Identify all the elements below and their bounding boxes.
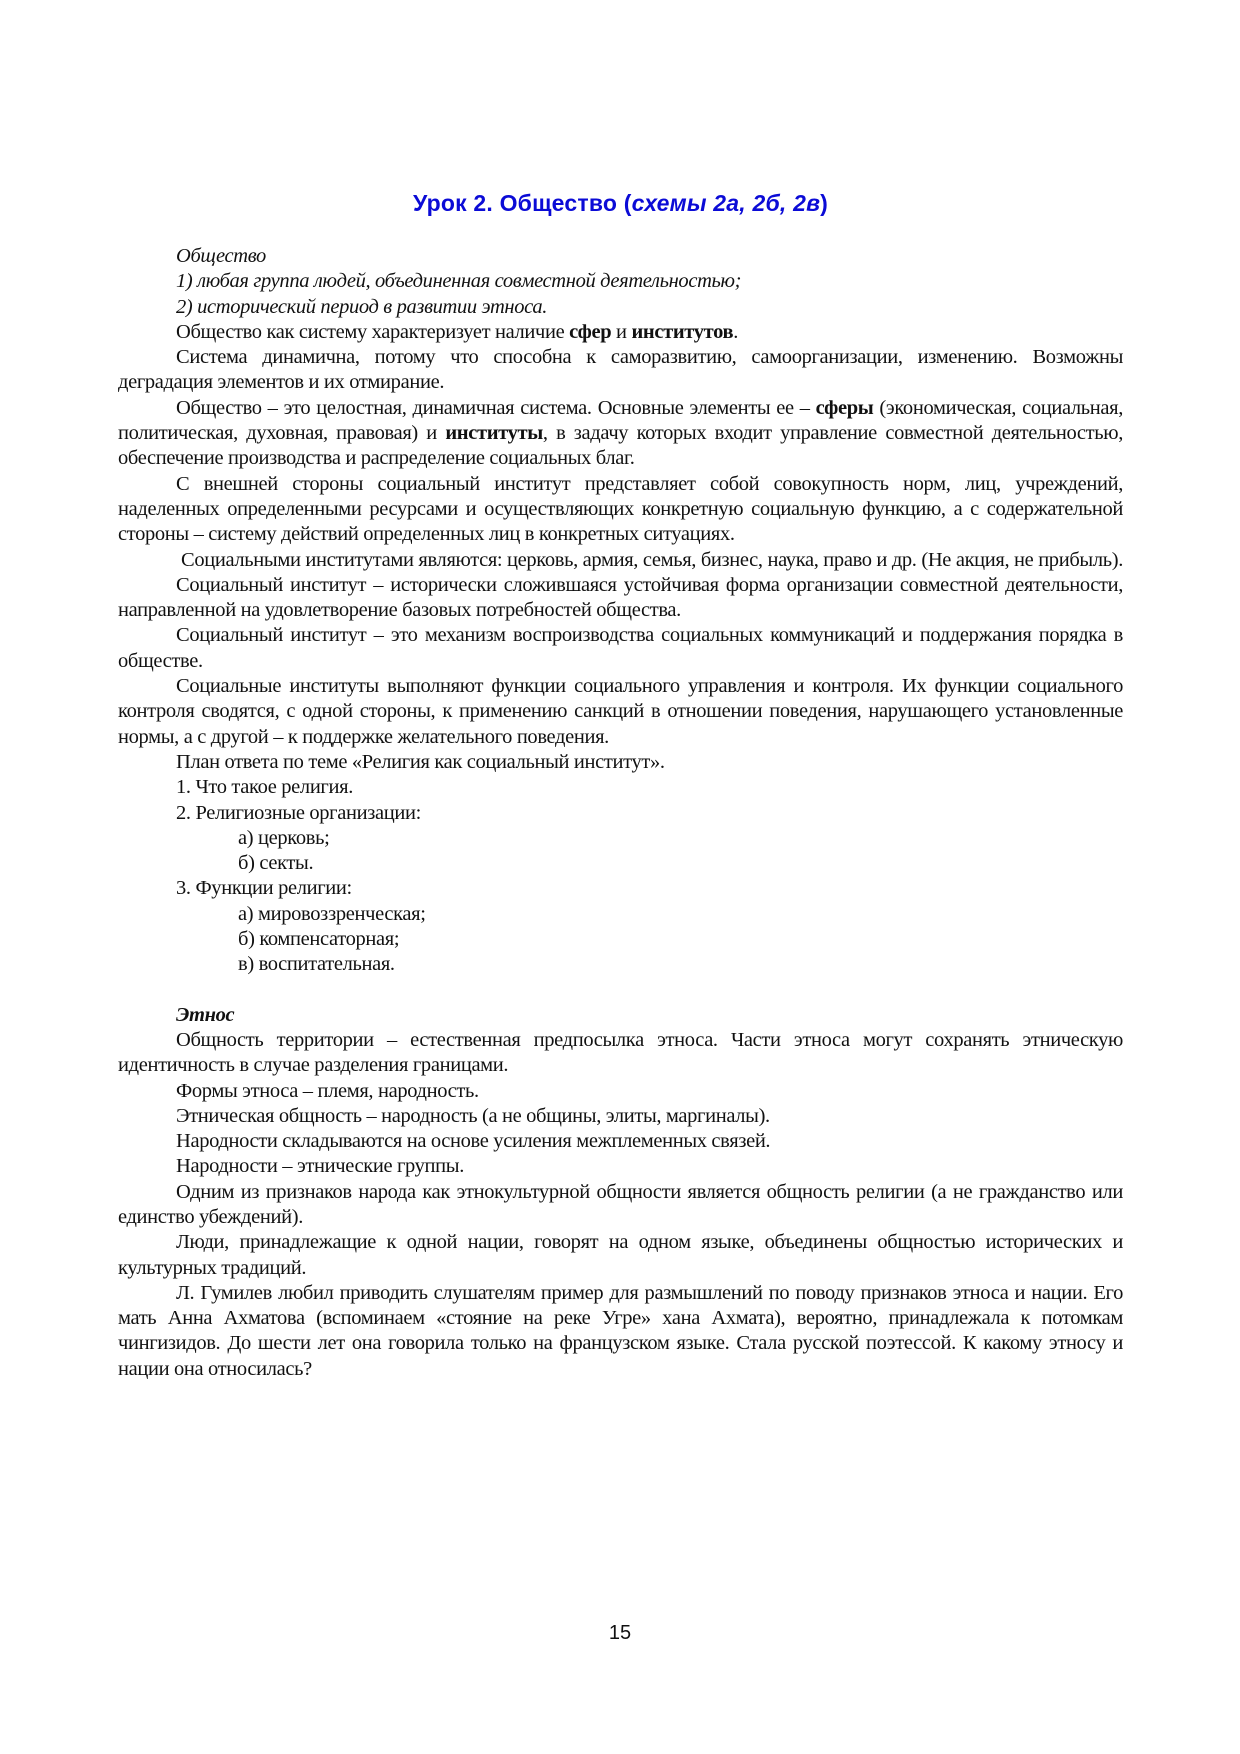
text-run: и	[611, 320, 632, 343]
plan-item: 3. Функции религии:	[176, 877, 352, 900]
paragraph-religion: Одним из признаков народа как этнокультурной общности является общность религии (а не гражданство или единство убеждений).	[118, 1180, 1123, 1228]
paragraph-institute-functions: Социальные институты выполняют функции социального управления и контроля. Их функции социального контроля сводятся, с одной стороны, к применению санкций в отношении поведения, нарушающего установленные нормы, а с другой – к поддержке желательного поведения.	[118, 675, 1123, 748]
bold-term-institutes: институты	[445, 422, 543, 445]
bold-term-spheres: сферы	[815, 396, 874, 419]
paragraph-nation: Люди, принадлежащие к одной нации, говорят на одном языке, объединены общностью исторических и культурных традиций.	[118, 1231, 1123, 1279]
plan-title: План ответа по теме «Религия как социальный институт».	[176, 750, 665, 773]
lesson-title-text: Урок 2. Общество (	[412, 190, 632, 216]
bold-term-institutes: институтов	[631, 320, 734, 343]
page-number: 15	[608, 1622, 632, 1644]
text-run: .	[733, 320, 738, 343]
document-body	[118, 244, 1123, 1382]
paragraph-territory: Общность территории – естественная предпосылка этноса. Части этноса могут сохранять этническую идентичность в случае разделения границами.	[118, 1028, 1123, 1077]
section-heading-ethnos: Этнос	[176, 1003, 235, 1026]
plan-subitem: а) церковь;	[238, 826, 330, 849]
plan-subitem: а) мировоззренческая;	[238, 902, 426, 925]
paragraph-dynamic: Система динамична, потому что способна к саморазвитию, самоорганизации, изменению. Возможны деградация элементов и их отмирание.	[118, 346, 1123, 394]
plan-subitem: в) воспитательная.	[238, 953, 395, 976]
plan-item: 1. Что такое религия.	[176, 776, 353, 799]
definition-1: 1) любая группа людей, объединенная совместной деятельностью;	[176, 270, 742, 293]
paragraph-nationalities: Народности складываются на основе усиления межплеменных связей.	[176, 1130, 771, 1153]
paragraph-ethnic-groups: Народности – этнические группы.	[176, 1155, 465, 1178]
paragraph-holistic	[118, 396, 1123, 472]
plan-item: 2. Религиозные организации:	[176, 801, 421, 824]
bold-term-spheres: сфер	[569, 320, 612, 343]
definition-2: 2) исторический период в развитии этноса.	[176, 295, 548, 318]
plan-subitem: б) компенсаторная;	[238, 928, 400, 951]
lesson-title-close: )	[820, 190, 829, 216]
text-run: (экономическая, социальная, политическая, духовная, правовая) и	[118, 396, 1123, 445]
paragraph-institute-form: Социальный институт – исторически сложившаяся устойчивая форма организации совместной деятельности, направленной на удовлетворение базовых потребностей общества.	[118, 573, 1123, 622]
paragraph-institute-examples: Социальными институтами являются: церковь, армия, семья, бизнес, наука, право и др. (Не акция, не прибыль).	[181, 548, 1123, 571]
paragraph-gumilev: Л. Гумилев любил приводить слушателям пример для размышлений по поводу признаков этноса и нации. Его мать Анна Ахматова (вспоминаем «стояние на реке Угре» хана Ахмата), вероятно, принадлежала к потомкам чингизидов. До шести лет она говорила только на французском языке. Стала русской поэтессой. К какому этносу и нации она относилась?	[118, 1281, 1123, 1380]
paragraph-institute-mechanism: Социальный институт – это механизм воспроизводства социальных коммуникаций и поддержания порядка в обществе.	[118, 624, 1123, 672]
paragraph-institute-definition: С внешней стороны социальный институт представляет собой совокупность норм, лиц, учреждений, наделенных определенными ресурсами и осуществляющих конкретную социальную функцию, а с содержательной стороны – систему действий определенных лиц в конкретных ситуациях.	[118, 472, 1123, 546]
text-run: , в задачу которых входит управление совместной деятельностью, обеспечение производства и распределение социальных благ.	[118, 422, 1123, 470]
paragraph-community: Этническая общность – народность (а не общины, элиты, маргиналы).	[176, 1104, 770, 1127]
plan-subitem: б) секты.	[238, 852, 314, 875]
lesson-title	[118, 190, 1123, 217]
lesson-title-schemes: схемы 2а, 2б, 2в	[631, 190, 821, 216]
text-run: Общество как систему характеризует наличие	[176, 320, 570, 343]
term-society: Общество	[176, 245, 266, 267]
text-run: Общество – это целостная, динамичная система. Основные элементы ее –	[176, 396, 816, 419]
paragraph-system	[118, 320, 1123, 345]
paragraph-forms: Формы этноса – племя, народность.	[176, 1079, 479, 1102]
